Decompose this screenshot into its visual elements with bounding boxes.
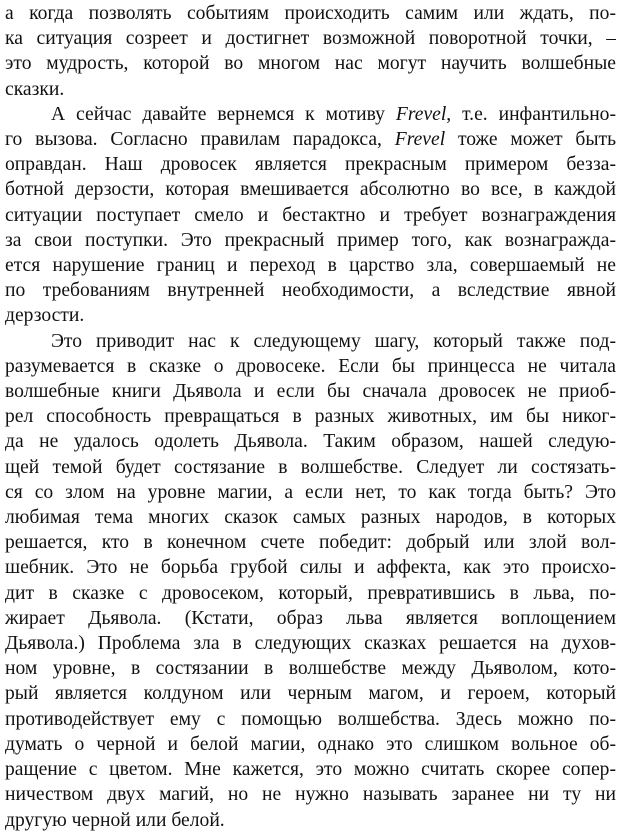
paragraph [5, 329, 616, 833]
text-line: ращение с цветом. Мне кажется, это можно считать скорее сопер- [5, 759, 616, 781]
text-line: го вызова. Согласно правилам парадокса, Frevel тоже может быть [5, 129, 616, 151]
text-line: ботной дерзости, которая вмешивается абсолютно во все, в каждой [5, 179, 616, 201]
text-line: ничеством двух магий, но не нужно называть заранее ни ту ни [5, 784, 616, 806]
paragraph [5, 1, 616, 102]
text-line: шебник. Это не борьба грубой силы и аффекта, как это происхо- [5, 557, 616, 579]
text-line: Дьявола.) Проблема зла в следующих сказках решается на духов- [5, 633, 616, 655]
text-line: решается, кто в конечном счете победит: добрый или злой вол- [5, 532, 616, 554]
text-line: ся со злом на уровне магии, а если нет, то как тогда быть? Это [5, 481, 616, 503]
text-line: ситуации поступает смело и бестактно и требует вознаграждения [5, 204, 616, 226]
text-line: дерзости. [5, 305, 85, 327]
text-line: за свои поступки. Это прекрасный пример того, как вознагражда- [5, 229, 616, 251]
italic-term: Frevel [395, 103, 447, 125]
text-line: по требованиям внутренней необходимости, а вследствие явной [5, 280, 616, 302]
text-line: оправдан. Наш дровосек является прекрасным примером безза- [5, 154, 616, 176]
text-line: сказки. [5, 78, 65, 100]
text-line: противодействует ему с помощью волшебства. Здесь можно по- [5, 708, 616, 730]
text-line: рый является колдуном или черным магом, и героем, который [5, 683, 616, 705]
text-line: другую черной или белой. [5, 809, 225, 831]
text-line: думать о черной и белой магии, однако это слишком вольное об- [5, 733, 616, 755]
text-line: ется нарушение границ и переход в царство зла, совершаемый не [5, 255, 616, 277]
text-line: Это приводит нас к следующему шагу, который также под- [51, 330, 616, 352]
text-line: щей темой будет состязание в волшебстве. Следует ли состязать- [5, 456, 616, 478]
text-line: ном уровне, в состязании в волшебстве между Дьяволом, кото- [5, 658, 616, 680]
text-line: волшебные книги Дьявола и если бы сначала дровосек не приоб- [5, 381, 616, 403]
text-line: разумевается в сказке о дровосеке. Если бы принцесса не читала [5, 355, 616, 377]
text-line: а когда позволять событиям происходить самим или ждать, по- [5, 3, 616, 24]
paragraph [5, 102, 616, 329]
text-line: дит в сказке с дровосеком, который, превратившись в льва, по- [5, 582, 616, 604]
text-line: да не удалось одолеть Дьявола. Таким образом, нашей следую- [5, 431, 616, 453]
text-line: А сейчас давайте вернемся к мотиву Frevel, т.е. инфантильно- [51, 103, 616, 125]
text-line: жирает Дьявола. (Кстати, образ льва является воплощением [5, 607, 616, 629]
text-body [5, 1, 616, 833]
text-line: любимая тема многих сказок самых разных народов, в которых [5, 507, 616, 529]
text-line: рел способность превращаться в разных животных, им бы никог- [5, 406, 616, 428]
italic-term: Frevel [394, 129, 446, 151]
text-line: это мудрость, которой во многом нас могут научить волшебные [5, 53, 616, 75]
text-line: ка ситуация созреет и достигнет возможной поворотной точки, – [5, 28, 616, 50]
